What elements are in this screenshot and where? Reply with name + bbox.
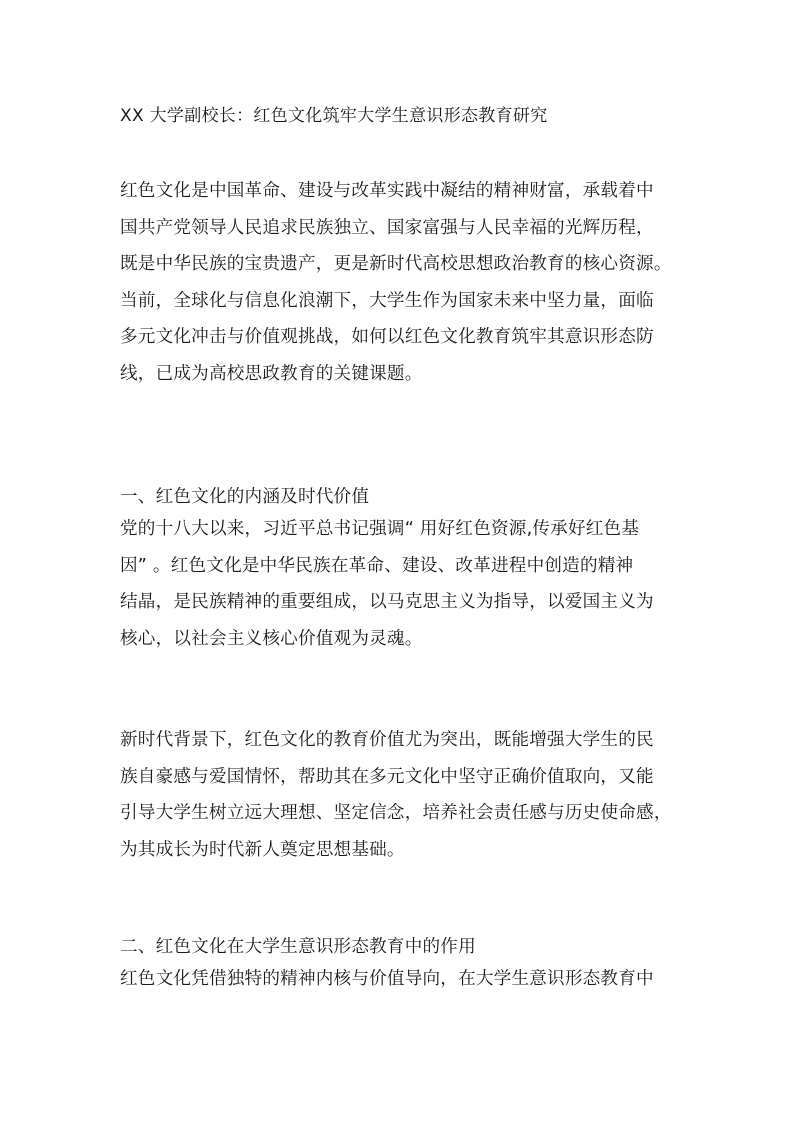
paragraph-line: 新时代背景下，红色文化的教育价值尤为突出，既能增强大学生的民 xyxy=(120,730,654,750)
paragraph-line: 结晶，是民族精神的重要组成，以马克思主义为指导，以爱国主义为 xyxy=(120,592,654,612)
paragraph-line: 线，已成为高校思政教育的关键课题。 xyxy=(120,363,423,384)
paragraph-line: 国共产党领导人民追求民族独立、国家富强与人民幸福的光辉历程， xyxy=(120,217,654,238)
section1-paragraph-1 xyxy=(120,511,680,657)
section-heading-1: 一、红色文化的内涵及时代价值 xyxy=(120,487,370,507)
paragraph-line: 多元文化冲击与价值观挑战，如何以红色文化教育筑牢其意识形态防 xyxy=(120,327,654,347)
paragraph-line: 当前，全球化与信息化浪潮下，大学生作为国家未来中坚力量，面临 xyxy=(120,290,654,311)
intro-paragraph xyxy=(120,173,680,392)
paragraph-line: 党的十八大以来，习近平总书记强调“ 用好红色资源,传承好红色基 xyxy=(120,519,640,539)
paragraph-line: 红色文化凭借独特的精神内核与价值导向，在大学生意识形态教育中 xyxy=(120,969,654,989)
paragraph-line: 引导大学生树立远大理想、坚定信念，培养社会责任感与历史使命感， xyxy=(120,803,672,823)
paragraph-line: 为其成长为时代新人奠定思想基础。 xyxy=(120,839,405,860)
paragraph-line: 核心，以社会主义核心价值观为灵魂。 xyxy=(120,628,423,649)
paragraph-line: 红色文化是中国革命、建设与改革实践中凝结的精神财富，承载着中 xyxy=(120,181,654,201)
section-heading-2: 二、红色文化在大学生意识形态教育中的作用 xyxy=(120,937,476,957)
paragraph-line: 既是中华民族的宝贵遗产，更是新时代高校思想政治教育的核心资源。 xyxy=(120,254,672,274)
paragraph-line: 族自豪感与爱国情怀，帮助其在多元文化中坚守正确价值取向，又能 xyxy=(120,766,654,787)
document-title: XX 大学副校长：红色文化筑牢大学生意识形态教育研究 xyxy=(120,106,548,126)
section2-paragraph-1 xyxy=(120,961,680,998)
paragraph-line: 因” 。红色文化是中华民族在革命、建设、改革进程中创造的精神 xyxy=(120,555,634,576)
section1-paragraph-2 xyxy=(120,722,680,868)
